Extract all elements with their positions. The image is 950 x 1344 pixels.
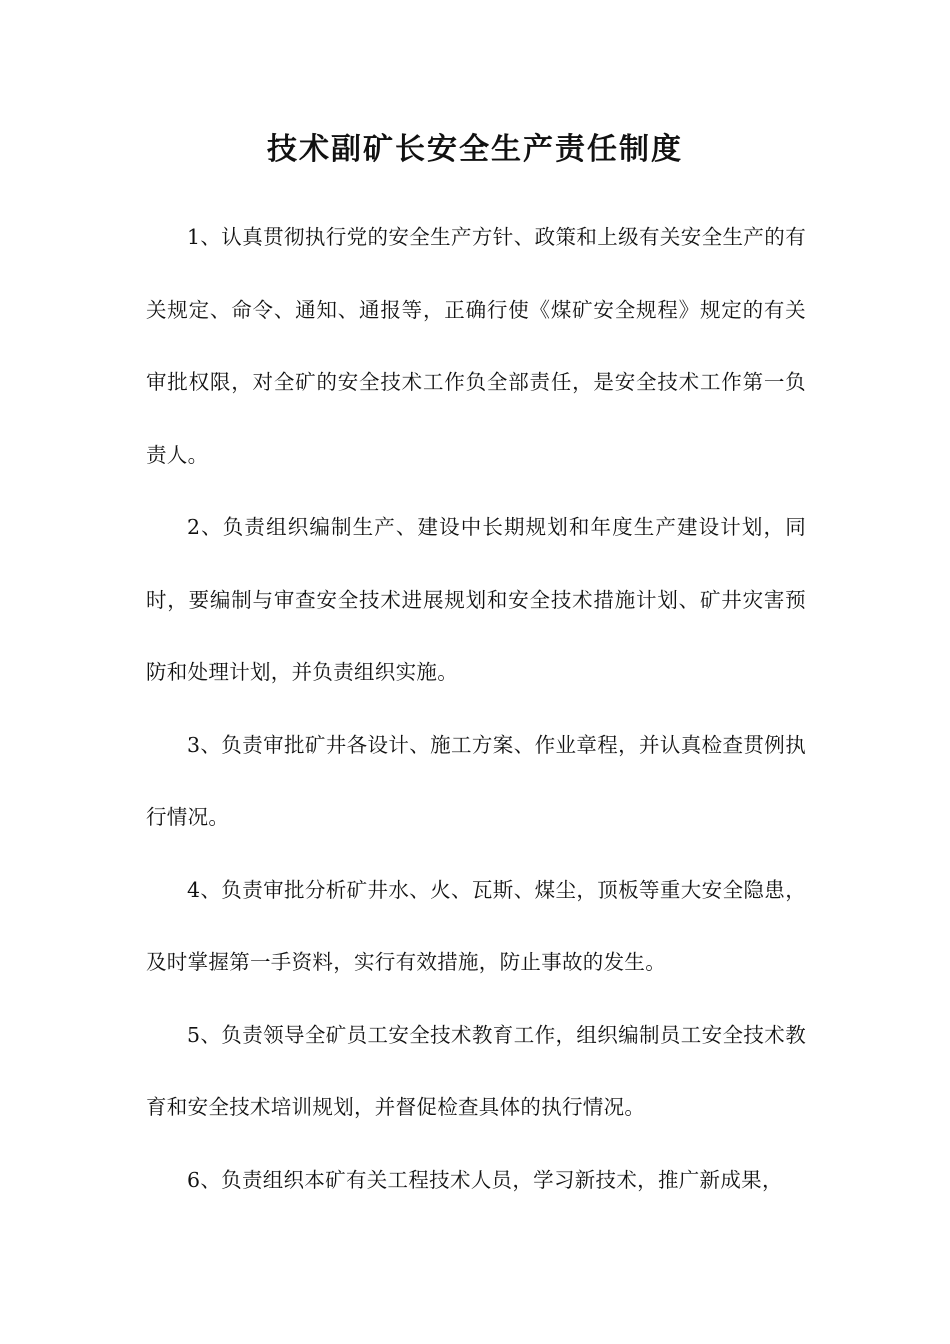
paragraph-2: 2、负责组织编制生产、建设中长期规划和年度生产建设计划，同时，要编制与审查安全技术进展规划和安全技术措施计划、矿井灾害预防和处理计划，并负责组织实施。 xyxy=(146,515,806,684)
paragraph-6: 6、负责组织本矿有关工程技术人员，学习新技术，推广新成果， xyxy=(187,1167,783,1192)
paragraph-4: 4、负责审批分析矿井水、火、瓦斯、煤尘，顶板等重大安全隐患，及时掌握第一手资料，实行有效措施，防止事故的发生。 xyxy=(146,877,806,974)
paragraph-5: 5、负责领导全矿员工安全技术教育工作，组织编制员工安全技术教育和安全技术培训规划，并督促检查具体的执行情况。 xyxy=(146,1022,806,1119)
document-title: 技术副矿长安全生产责任制度 xyxy=(267,132,683,167)
paragraph-3: 3、负责审批矿井各设计、施工方案、作业章程，并认真检查贯例执行情况。 xyxy=(146,732,806,829)
paragraph-1: 1、认真贯彻执行党的安全生产方针、政策和上级有关安全生产的有关规定、命令、通知、通报等，正确行使《煤矿安全规程》规定的有关审批权限，对全矿的安全技术工作负全部责任，是安全技术工作第一负责人。 xyxy=(146,225,806,467)
document-body xyxy=(146,201,806,1216)
